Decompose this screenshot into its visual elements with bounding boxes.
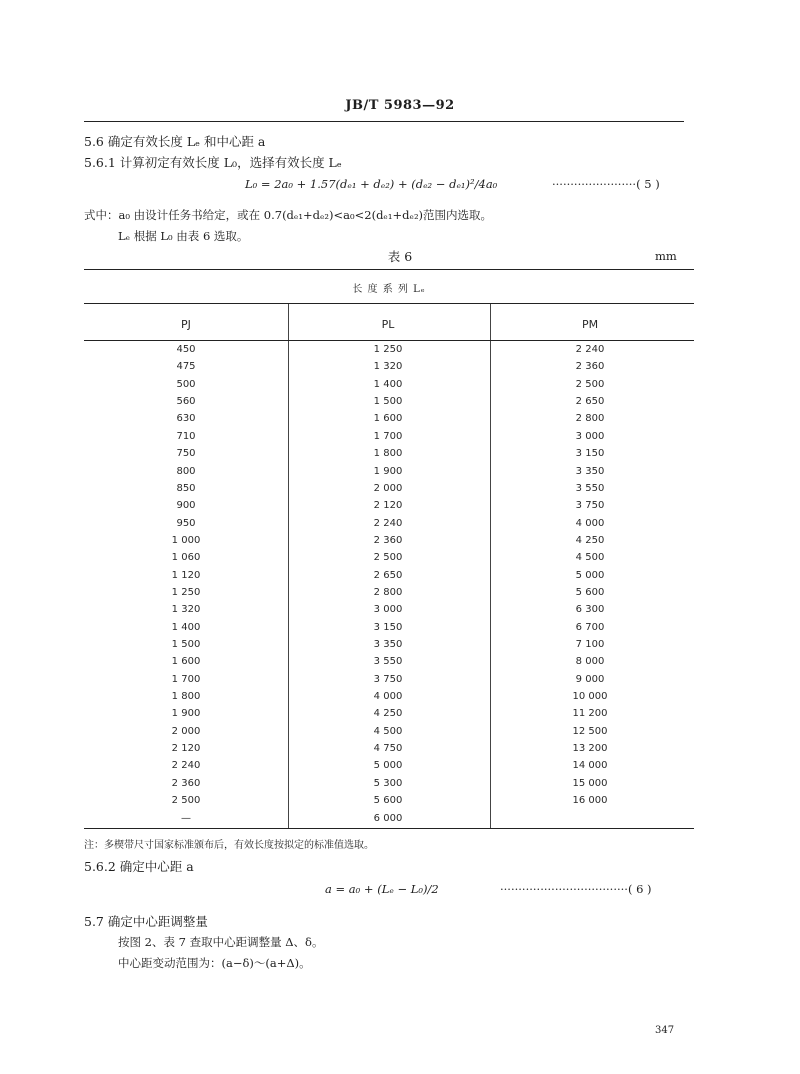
table-cell: 630 — [176, 413, 196, 425]
table-bottom-rule — [84, 828, 694, 829]
table-column-divider-2 — [490, 304, 491, 828]
document-header: JB/T 5983—92 — [345, 98, 455, 113]
table-cell: 16 000 — [572, 795, 608, 807]
table-cell: 1 060 — [171, 552, 201, 564]
table-group-header: 长 度 系 列 Lₑ — [352, 284, 426, 295]
table-cell: 8 000 — [575, 656, 605, 668]
table-cell: 2 120 — [373, 500, 403, 512]
table-cell: 11 200 — [572, 708, 608, 720]
table-cell: 1 320 — [373, 361, 403, 373]
formula-5-number: ·······················( 5 ) — [552, 177, 660, 191]
table-cell: 3 350 — [575, 465, 605, 477]
table-cell: 6 000 — [373, 812, 403, 824]
table-cell: 3 000 — [373, 604, 403, 616]
table-cell: 12 500 — [572, 725, 608, 737]
section-5-6-2-heading: 5.6.2 确定中心距 a — [84, 859, 194, 874]
table-note: 注：多楔带尺寸国家标准颁布后，有效长度按拟定的标准值选取。 — [84, 840, 374, 851]
table-cell: 4 500 — [575, 552, 605, 564]
table-cell: 3 750 — [575, 500, 605, 512]
table-cell: 5 000 — [575, 569, 605, 581]
table-cell: 1 900 — [171, 708, 201, 720]
table-cell: 13 200 — [572, 743, 608, 754]
table-cell: 5 600 — [575, 586, 605, 598]
table-cell: 2 800 — [373, 586, 403, 598]
table-cell: 4 750 — [373, 743, 403, 754]
table-cell: 2 360 — [171, 777, 201, 789]
table-cell: 5 300 — [373, 777, 403, 789]
table-top-rule — [84, 269, 694, 270]
table-cell: 750 — [176, 448, 196, 460]
table-cell: 2 240 — [575, 344, 605, 355]
table-cell: 2 000 — [373, 482, 403, 494]
table-cell: 2 240 — [171, 760, 201, 772]
table-cell: 1 400 — [373, 378, 403, 390]
adjustment-lookup-text: 按图 2、表 7 查取中心距调整量 Δ、δ。 — [118, 935, 324, 949]
table-cell: 1 120 — [171, 569, 201, 581]
header-rule — [84, 121, 684, 122]
table-cell: 1 250 — [171, 586, 201, 598]
page-number: 347 — [655, 1025, 675, 1036]
table-cell: 2 500 — [171, 795, 201, 807]
table-cell: 450 — [176, 344, 196, 355]
table-cell: 500 — [176, 378, 196, 390]
table-cell: 6 300 — [575, 604, 605, 616]
table-cell: 2 500 — [575, 378, 605, 390]
table-cell: 2 650 — [575, 396, 605, 408]
table-cell: 2 360 — [575, 361, 605, 373]
table-cell: 3 150 — [373, 621, 403, 633]
table-cell: 7 100 — [575, 639, 605, 650]
table-cell: 710 — [176, 430, 196, 442]
table-cell: 560 — [176, 396, 196, 408]
table-cell: 950 — [176, 517, 196, 529]
table-cell: 3 150 — [575, 448, 605, 460]
table-cell: 1 500 — [171, 639, 201, 650]
table-cell: 1 320 — [171, 604, 201, 616]
table-cell: 14 000 — [572, 760, 608, 772]
table-cell: 4 250 — [575, 534, 605, 546]
table-cell: 3 550 — [575, 482, 605, 494]
table-cell: 2 360 — [373, 534, 403, 546]
table-cell: 850 — [176, 482, 196, 494]
table-header-rule — [84, 303, 694, 304]
table-columns-rule — [84, 340, 694, 341]
table-cell: 2 800 — [575, 413, 605, 425]
table-cell: 1 800 — [171, 691, 201, 702]
table-cell: 3 000 — [575, 430, 605, 442]
table-cell: — — [181, 812, 191, 824]
table-cell: 4 250 — [373, 708, 403, 720]
table-cell: 2 240 — [373, 517, 403, 529]
table-unit: mm — [655, 249, 677, 263]
column-header-pm: PM — [581, 318, 599, 331]
table-cell: 1 700 — [373, 430, 403, 442]
section-5-6-heading: 5.6 确定有效长度 Lₑ 和中心距 a — [84, 134, 266, 149]
table-cell: 3 350 — [373, 639, 403, 650]
table-cell: 2 500 — [373, 552, 403, 564]
table-cell: 15 000 — [572, 777, 608, 789]
table-cell: 3 550 — [373, 656, 403, 668]
column-header-pj: PJ — [181, 318, 191, 331]
section-5-7-heading: 5.7 确定中心距调整量 — [84, 914, 208, 929]
table-cell: 1 500 — [373, 396, 403, 408]
column-header-pl: PL — [381, 318, 395, 331]
table-cell: 900 — [176, 500, 196, 512]
table-cell: 1 600 — [171, 656, 201, 668]
table-cell: 4 000 — [373, 691, 403, 702]
formula-6-number: ···································( 6 ) — [500, 882, 652, 896]
table-column-divider-1 — [288, 304, 289, 828]
section-5-6-1-heading: 5.6.1 计算初定有效长度 L₀，选择有效长度 Lₑ — [84, 155, 342, 170]
table-cell: 2 120 — [171, 743, 201, 754]
le-selection-text: Lₑ 根据 L₀ 由表 6 选取。 — [118, 229, 249, 243]
table-cell: 1 700 — [171, 673, 201, 685]
table-cell: 1 900 — [373, 465, 403, 477]
table-title: 表 6 — [387, 249, 413, 264]
formula-5: L₀ = 2a₀ + 1.57(dₑ₁ + dₑ₂) + (dₑ₂ − dₑ₁)²/4a₀ — [245, 177, 498, 191]
table-cell: 2 000 — [171, 725, 201, 737]
formula-6: a = a₀ + (Lₑ − L₀)/2 — [325, 882, 439, 896]
table-cell: 9 000 — [575, 673, 605, 685]
table-cell: 3 750 — [373, 673, 403, 685]
where-clause: 式中：a₀ 由设计任务书给定，或在 0.7(dₑ₁+dₑ₂)<a₀<2(dₑ₁+dₑ₂)范围内选取。 — [84, 208, 493, 222]
table-cell: 1 250 — [373, 344, 403, 355]
table-cell: 475 — [176, 361, 196, 373]
table-cell: 1 400 — [171, 621, 201, 633]
table-cell: 6 700 — [575, 621, 605, 633]
table-cell: 5 600 — [373, 795, 403, 807]
table-cell: 800 — [176, 465, 196, 477]
table-cell: 1 000 — [171, 534, 201, 546]
table-cell: 1 800 — [373, 448, 403, 460]
table-cell: 4 500 — [373, 725, 403, 737]
table-cell: 1 600 — [373, 413, 403, 425]
table-cell: 2 650 — [373, 569, 403, 581]
table-cell: 5 000 — [373, 760, 403, 772]
table-cell: 4 000 — [575, 517, 605, 529]
table-cell: 10 000 — [572, 691, 608, 702]
adjustment-range-text: 中心距变动范围为：(a−δ)～(a+Δ)。 — [118, 956, 311, 970]
